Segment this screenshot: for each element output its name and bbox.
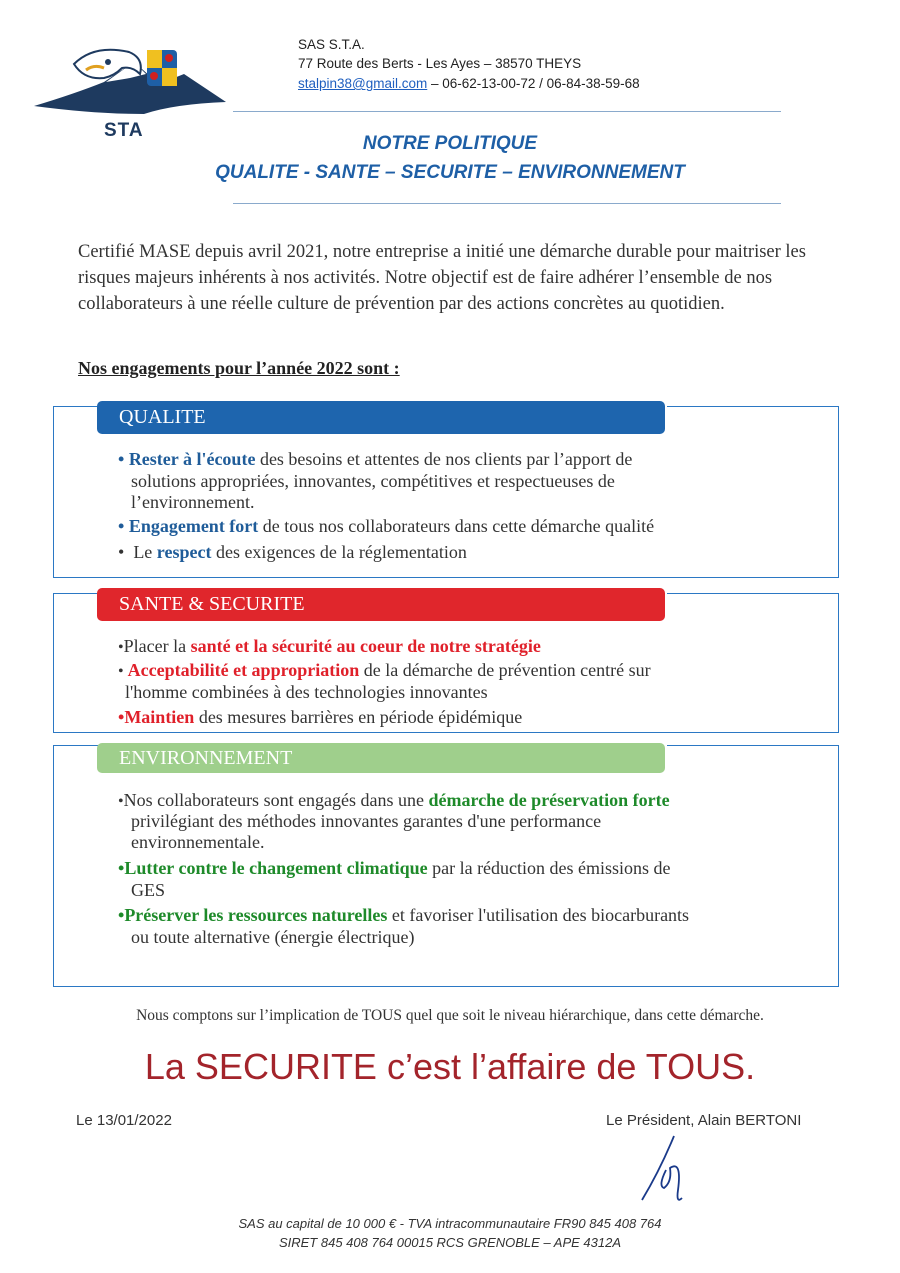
quality-item-1: • Rester à l'écoute des besoins et attentes de nos clients par l’apport de (118, 449, 633, 469)
company-phones: – 06-62-13-00-72 / 06-84-38-59-68 (427, 76, 640, 91)
environment-item-1-line3: environnementale. (131, 832, 265, 852)
header-divider (233, 111, 781, 112)
environment-band: ENVIRONNEMENT (97, 743, 665, 773)
quality-item-3: • Le respect des exigences de la réglementation (118, 542, 467, 562)
environment-item-2: •Lutter contre le changement climatique par la réduction des émissions de (118, 858, 671, 878)
closing-statement: Nous comptons sur l’implication de TOUS quel que soit le niveau hiérarchique, dans cette démarche. (136, 1007, 764, 1024)
safety-item-2-line2: l'homme combinées à des technologies innovantes (125, 682, 488, 702)
environment-item-2-line2: GES (131, 880, 166, 900)
email-link[interactable]: stalpin38@gmail.com (298, 76, 428, 91)
safety-item-2: • Acceptabilité et appropriation de la démarche de prévention centré sur (118, 660, 651, 680)
environment-item-1: •Nos collaborateurs sont engagés dans une démarche de préservation forte (118, 790, 670, 810)
environment-item-3-line2: ou toute alternative (énergie électrique) (131, 927, 415, 947)
quality-band: QUALITE (97, 401, 665, 434)
title-divider (233, 203, 781, 204)
logo-text: STA (104, 120, 144, 141)
engagements-heading: Nos engagements pour l’année 2022 sont : (78, 358, 400, 378)
safety-slogan: La SECURITE c’est l’affaire de TOUS. (144, 1046, 756, 1087)
document-date: Le 13/01/2022 (76, 1112, 172, 1129)
quality-item-1-line2: solutions appropriées, innovantes, compétitives et respectueuses de (131, 471, 615, 491)
footer-capital: SAS au capital de 10 000 € - TVA intracommunautaire FR90 845 408 764 (238, 1216, 662, 1231)
safety-item-3: •Maintien des mesures barrières en période épidémique (118, 707, 523, 727)
company-address: 77 Route des Berts - Les Ayes – 38570 THEYS (298, 56, 582, 71)
environment-item-3: •Préserver les ressources naturelles et favoriser l'utilisation des biocarburants (118, 905, 690, 925)
safety-item-1: •Placer la santé et la sécurité au coeur de notre stratégie (118, 636, 541, 656)
company-contact (298, 76, 640, 91)
quality-item-2: • Engagement fort de tous nos collaborateurs dans cette démarche qualité (118, 516, 655, 536)
page-subtitle: QUALITE - SANTE – SECURITE – ENVIRONNEMENT (215, 162, 685, 183)
safety-band: SANTE & SECURITE (97, 588, 665, 621)
footer-siret: SIRET 845 408 764 00015 RCS GRENOBLE – APE 4312A (278, 1235, 622, 1250)
environment-item-1-line2: privilégiant des méthodes innovantes garantes d'une performance (131, 811, 602, 831)
signer-name: Le Président, Alain BERTONI (606, 1112, 802, 1129)
quality-item-1-line3: l’environnement. (131, 492, 255, 512)
signature-image (630, 1130, 710, 1210)
company-name: SAS S.T.A. (298, 37, 365, 52)
page-title: NOTRE POLITIQUE (362, 133, 538, 154)
intro-paragraph: Certifié MASE depuis avril 2021, notre entreprise a initié une démarche durable pour maitriser les risques majeurs inhérents à nos activités. Notre objectif est de faire adhérer l’ensemble de nos collaborateurs à une réelle culture de prévention par des actions concrètes au quotidien. (78, 242, 806, 314)
